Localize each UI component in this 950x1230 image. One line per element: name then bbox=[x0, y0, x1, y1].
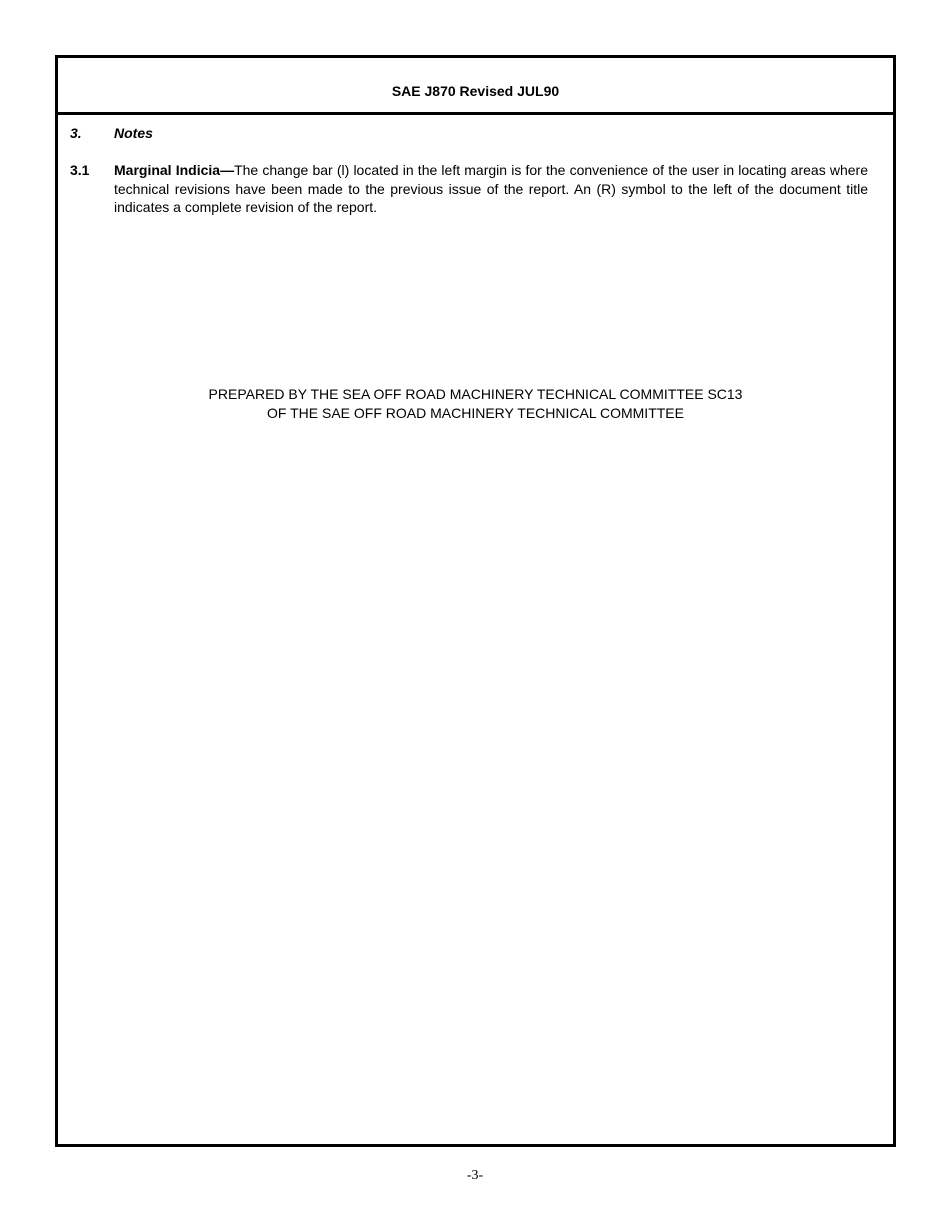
document-frame bbox=[55, 55, 896, 1147]
paragraph-body bbox=[114, 161, 868, 217]
section-number: 3. bbox=[70, 125, 82, 141]
paragraph-term: Marginal Indicia— bbox=[114, 162, 235, 178]
paragraph-3-1 bbox=[70, 161, 868, 217]
prepared-by-block bbox=[58, 385, 893, 423]
paragraph-number: 3.1 bbox=[70, 162, 90, 178]
document-title: SAE J870 Revised JUL90 bbox=[391, 83, 560, 99]
section-title: Notes bbox=[114, 125, 153, 141]
paragraph-text: The change bar (l) located in the left margin is for the convenience of the user in locating areas where technical revisions have been made to the previous issue of the report. An (R) symbol to the left of the document title indicates a complete revision of the report. bbox=[114, 162, 868, 215]
prepared-by-line-2: OF THE SAE OFF ROAD MACHINERY TECHNICAL COMMITTEE bbox=[267, 405, 684, 421]
prepared-by-line-1: PREPARED BY THE SEA OFF ROAD MACHINERY TECHNICAL COMMITTEE SC13 bbox=[208, 386, 743, 402]
document-header bbox=[58, 58, 893, 115]
page-number: -3- bbox=[466, 1168, 484, 1183]
section-heading bbox=[70, 124, 153, 142]
